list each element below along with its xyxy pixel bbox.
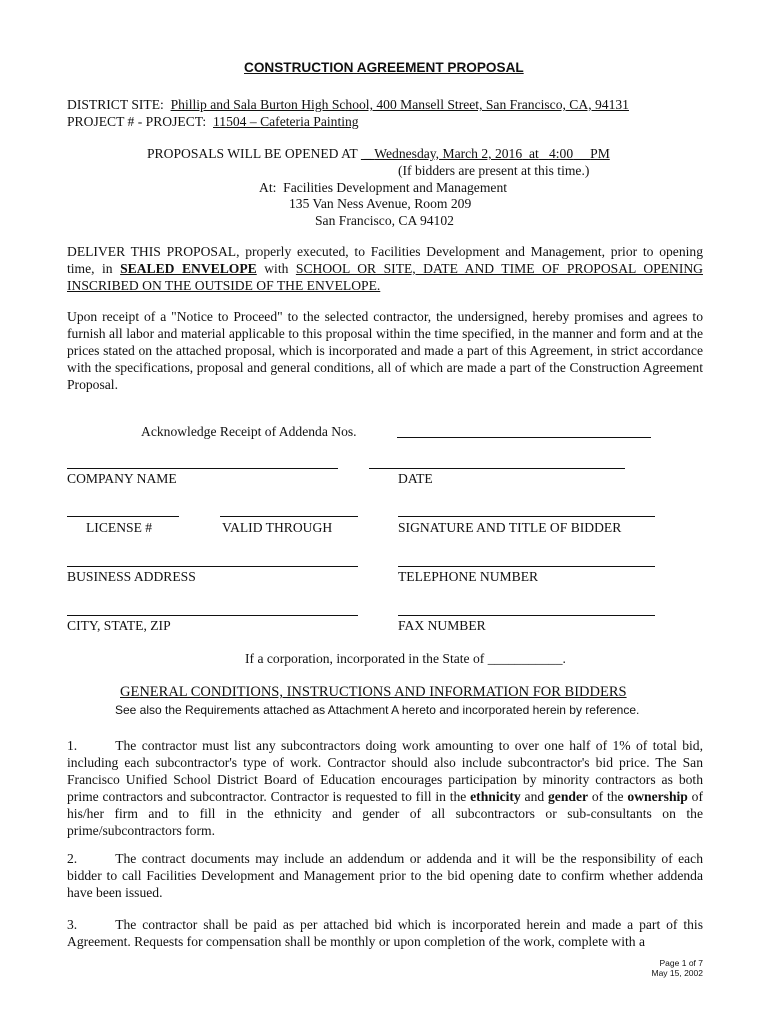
location-address2: San Francisco, CA 94102 (315, 213, 454, 228)
opening-at: at (528, 146, 539, 161)
item-2-text: The contract documents may include an addendum or addenda and it will be the responsibility of each bidder to call Facilities Development and Management prior to the bid opening date to confirm whether addenda have been issued. (67, 851, 703, 900)
company-name-label: COMPANY NAME (67, 471, 177, 486)
project-name: Cafeteria Painting (260, 114, 359, 129)
item-1-of-the: of the (591, 789, 624, 804)
city-state-zip-label: CITY, STATE, ZIP (67, 618, 171, 633)
date-line[interactable] (369, 468, 625, 469)
project-label: PROJECT # - PROJECT: (67, 114, 207, 129)
signature-label: SIGNATURE AND TITLE OF BIDDER (398, 520, 622, 535)
item-3-number: 3. (67, 917, 78, 932)
condition-item-2 (67, 850, 703, 901)
location-address1: 135 Van Ness Avenue, Room 209 (289, 196, 472, 211)
page-footer (651, 958, 703, 978)
valid-through-label: VALID THROUGH (222, 520, 333, 535)
opening-datetime: _ Wednesday, March 2, 2016 at 4:00 PM (360, 146, 610, 161)
company-name-line[interactable] (67, 468, 338, 469)
opening-time: 4:00 (548, 146, 574, 161)
document-title: CONSTRUCTION AGREEMENT PROPOSAL (244, 60, 524, 75)
business-address-line[interactable] (67, 566, 358, 567)
envelope-inscription: SCHOOL OR SITE, DATE AND TIME OF PROPOSAL OPENING INSCRIBED ON THE OUTSIDE OF THE ENVELOPE. (67, 261, 703, 293)
valid-through-line[interactable] (220, 516, 358, 517)
business-address-label: BUSINESS ADDRESS (67, 569, 196, 584)
signature-line[interactable] (398, 516, 655, 517)
location-label: At: (259, 180, 277, 195)
corporation-line (245, 651, 566, 667)
page-number: Page 1 of 7 (659, 958, 703, 968)
deliver-paragraph (67, 243, 703, 294)
item-1-ownership: ownership (627, 789, 688, 804)
license-label: LICENSE # (86, 520, 153, 535)
condition-item-1 (67, 737, 703, 839)
deliver-text: DELIVER THIS PROPOSAL, properly executed, to Facilities Development and Management, prior to opening time, in (67, 244, 703, 276)
telephone-line[interactable] (398, 566, 655, 567)
item-2-number: 2. (67, 851, 78, 866)
license-line[interactable] (67, 516, 179, 517)
notice-paragraph: Upon receipt of a "Notice to Proceed" to the selected contractor, the undersigned, hereby promises and agrees to furnish all labor and material applicable to this proposal within the time specified, in the manner and form and at the prices stated on the attached proposal, which is incorporated and made a part of this Agreement, in strict accordance with the specifications, proposal and general conditions, all of which are made a part of the Construction Agreement Proposal. (67, 309, 703, 392)
city-state-zip-line[interactable] (67, 615, 358, 616)
general-conditions-heading: GENERAL CONDITIONS, INSTRUCTIONS AND INFORMATION FOR BIDDERS (120, 684, 627, 700)
opening-date: Wednesday, March 2, 2016 (374, 146, 523, 161)
fax-label: FAX NUMBER (398, 618, 486, 633)
item-3-text: The contractor shall be paid as per attached bid which is incorporated herein and made a part of this Agreement. Requests for compensation shall be monthly or upon completion of the work, complete with a (67, 917, 703, 949)
item-1-number: 1. (67, 738, 78, 753)
corporation-state-blank[interactable]: ___________. (487, 651, 566, 666)
location-name: Facilities Development and Management (283, 180, 508, 195)
date-label: DATE (398, 471, 433, 486)
opening-note: (If bidders are present at this time.) (398, 163, 590, 178)
project-number: 11504 (213, 114, 247, 129)
district-site-label: DISTRICT SITE: (67, 97, 164, 112)
addenda-line[interactable] (397, 437, 651, 438)
proposal-opening-line (147, 145, 610, 162)
district-site-line (67, 96, 629, 113)
general-conditions-subheading: See also the Requirements attached as Attachment A hereto and incorporated herein by reference. (115, 703, 640, 717)
district-site-value: Phillip and Sala Burton High School, 400 Mansell Street, San Francisco, CA, 94131 (170, 97, 629, 112)
telephone-label: TELEPHONE NUMBER (398, 569, 539, 584)
opening-ampm: PM (590, 146, 610, 161)
item-1-text-b: of his/her firm and to fill in the ethnicity and gender of all subcontractors or sub-consultants on the prime/subcontractors form. (67, 789, 703, 838)
opening-location (259, 179, 507, 196)
deliver-with: with (264, 261, 289, 276)
item-1-gender: gender (548, 789, 589, 804)
fax-line[interactable] (398, 615, 655, 616)
opening-prefix: PROPOSALS WILL BE OPENED AT (147, 146, 358, 161)
item-1-and: and (524, 789, 545, 804)
project-number-and-name (213, 114, 359, 129)
corporation-prefix: If a corporation, incorporated in the State of (245, 651, 485, 666)
revision-date: May 15, 2002 (651, 968, 703, 978)
project-line (67, 113, 359, 130)
condition-item-3 (67, 916, 703, 950)
sealed-envelope: SEALED ENVELOPE (120, 261, 257, 276)
project-separator: – (246, 114, 261, 129)
item-1-ethnicity: ethnicity (470, 789, 521, 804)
item-1-text-a: The contractor must list any subcontractors doing work amounting to over one half of 1% of total bid, including each subcontractor's type of work. Contractor should also include subcontractor's bid price. The San Francisco Unified School District Board of Education encourages participation by minority contractors as both prime contractors and subcontractor. Contractor is requested to fill in the (67, 738, 703, 804)
addenda-label: Acknowledge Receipt of Addenda Nos. (141, 424, 357, 439)
